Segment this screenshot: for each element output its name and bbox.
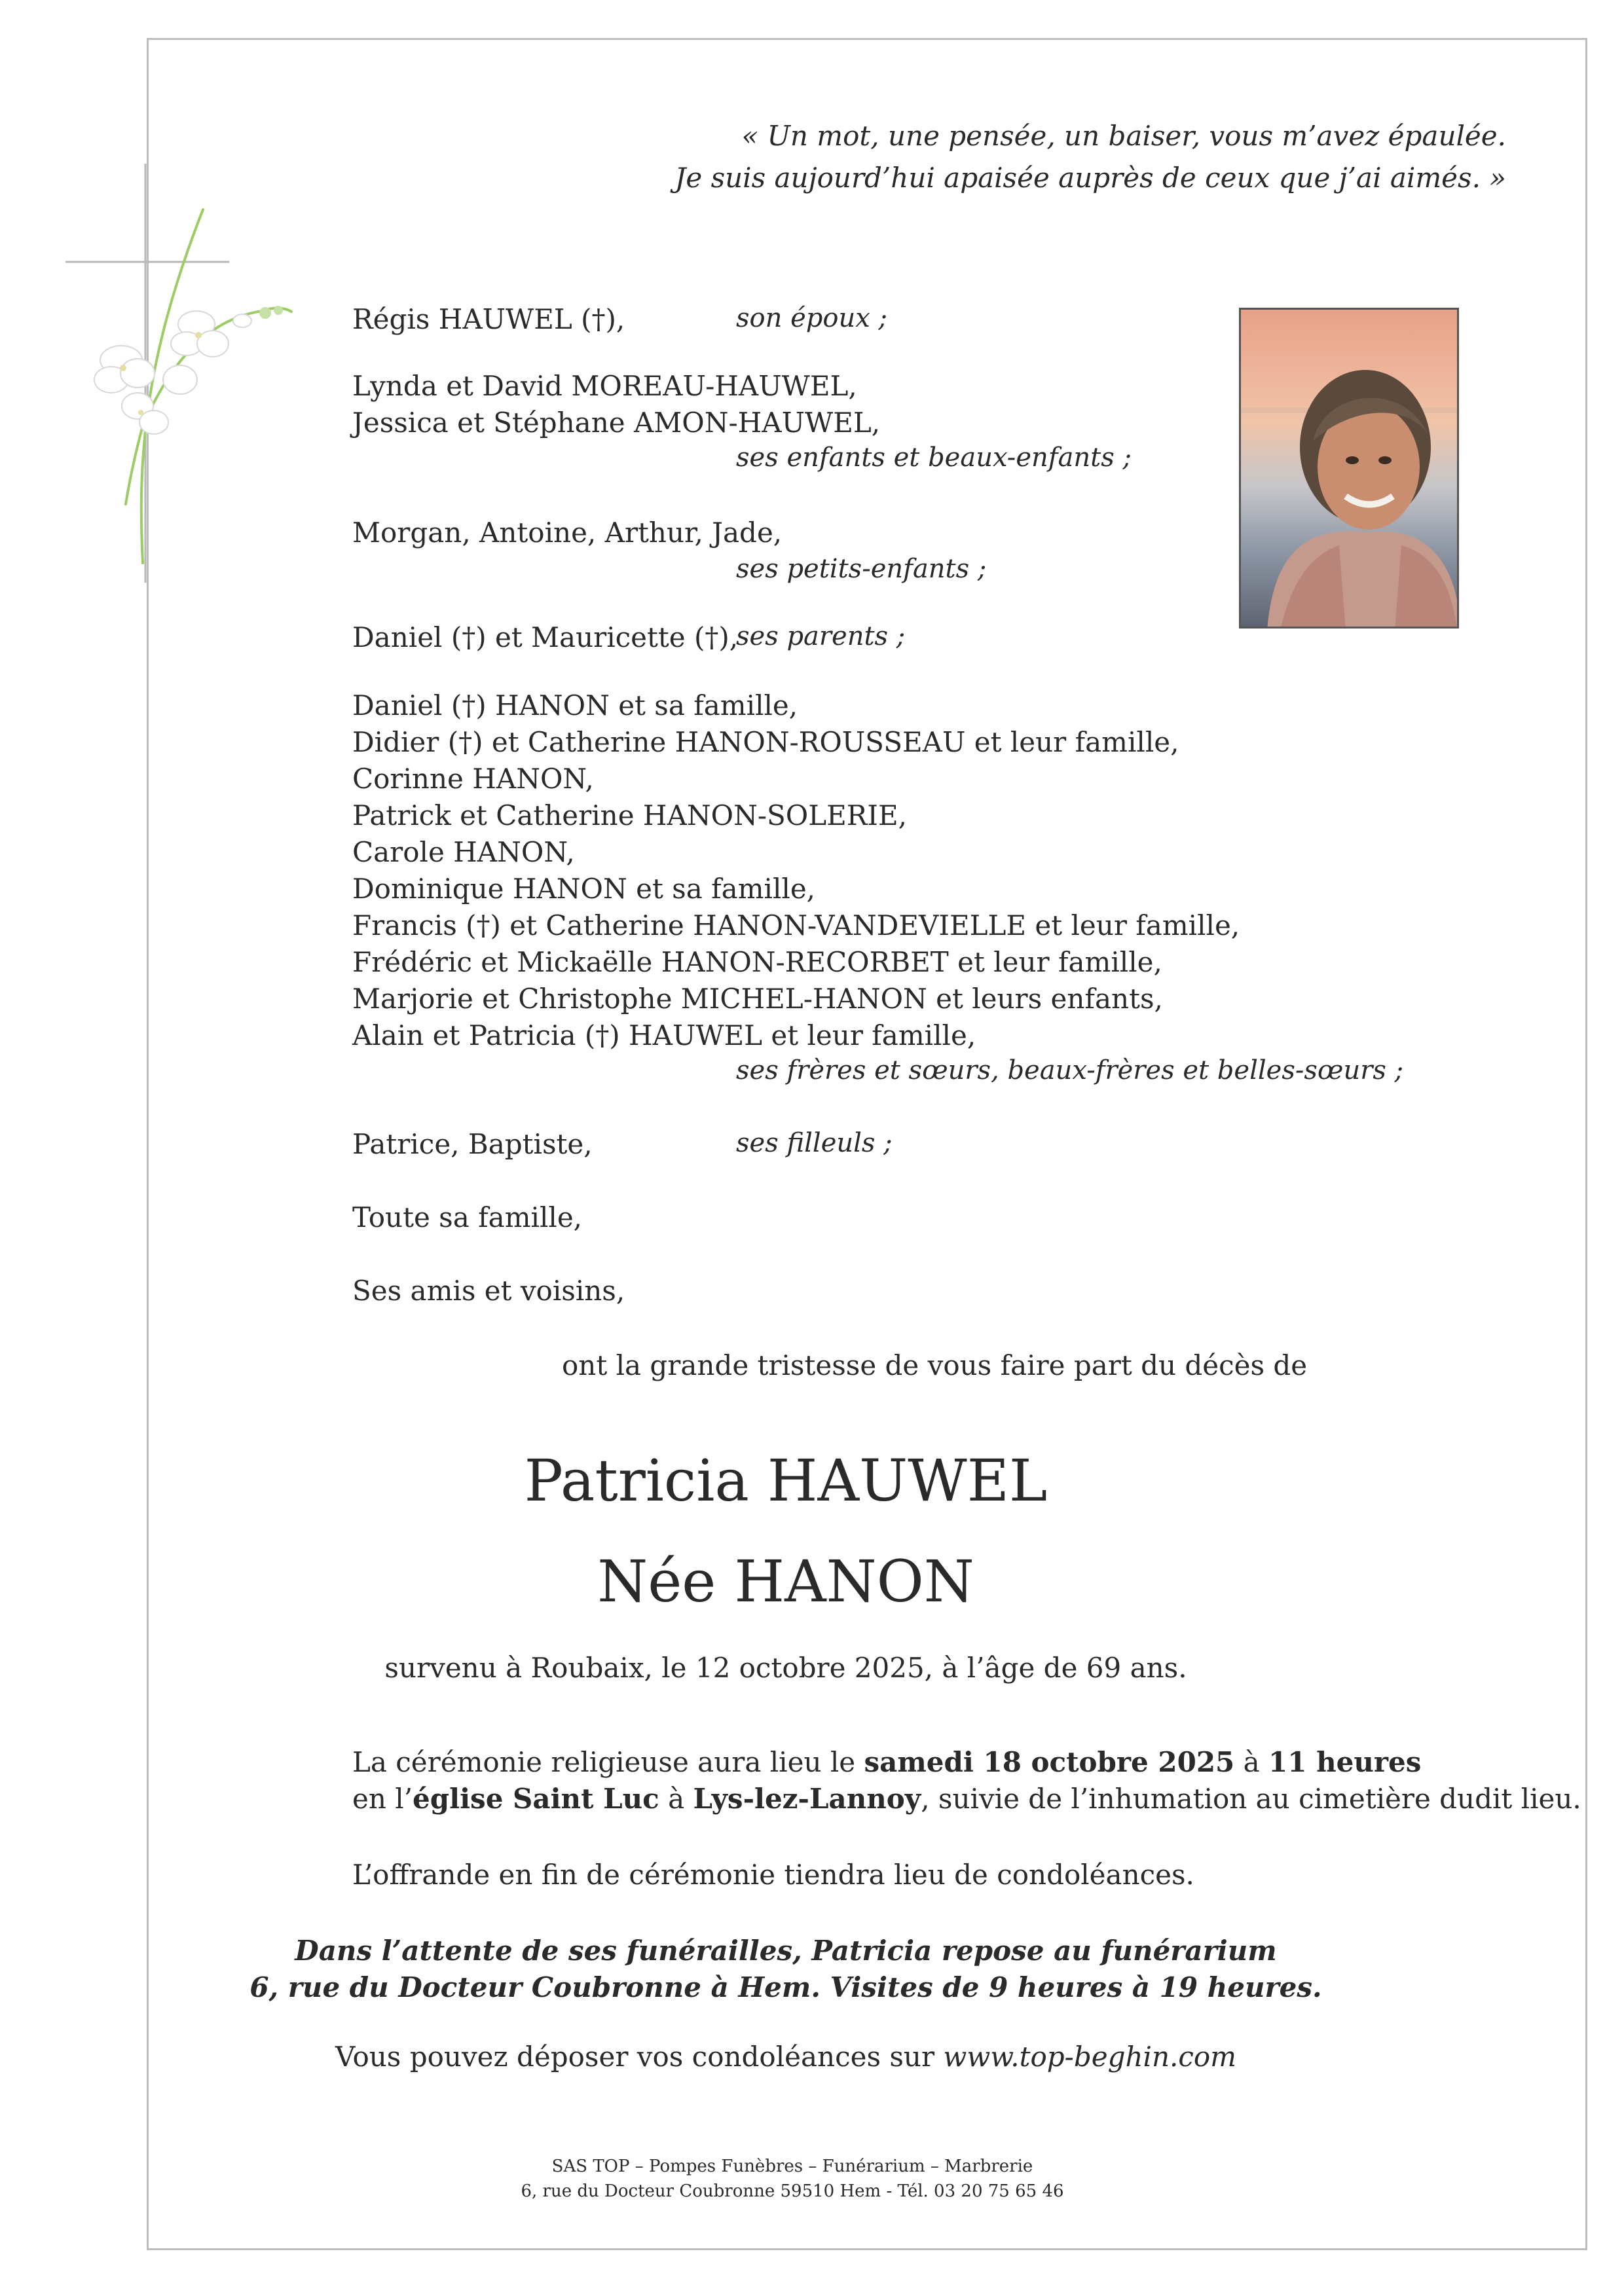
quote [675,115,1506,199]
deceased-maiden-name: Née HANON [597,1548,974,1615]
footer-line-2: 6, rue du Docteur Coubronne 59510 Hem - Tél. 03 20 75 65 46 [521,2181,1064,2201]
sibling-line: Carole HANON, [352,836,575,868]
sibling-line: Marjorie et Christophe MICHEL-HANON et leurs enfants, [352,983,1163,1015]
ceremony-text: à [1234,1746,1269,1778]
announcement: ont la grande tristesse de vous faire part du décès de [562,1349,1308,1381]
ceremony-church: église Saint Luc [413,1783,659,1815]
spouse-name: Régis HAUWEL (†), [352,303,625,335]
condolences-url[interactable]: www.top-beghin.com [943,2041,1236,2073]
footer [0,2154,1604,2204]
parents-relation: ses parents ; [736,621,906,651]
ceremony-text: à [659,1783,693,1815]
godchildren-relation: ses filleuls ; [736,1128,893,1158]
funerarium-line-2: 6, rue du Docteur Coubronne à Hem. Visites de 9 heures à 19 heures. [249,1971,1322,2003]
whole-family: Toute sa famille, [352,1201,583,1233]
ceremony-line-2 [352,1781,1581,1817]
sibling-line: Francis (†) et Catherine HANON-VANDEVIELLE et leur famille, [352,909,1240,941]
child-line-2: Jessica et Stéphane AMON-HAUWEL, [352,407,881,439]
ceremony-text: La cérémonie religieuse aura lieu le [352,1746,864,1778]
funerarium-line-1: Dans l’attente de ses funérailles, Patricia repose au funérarium [295,1935,1277,1967]
ceremony-text: , suivie de l’inhumation au cimetière dudit lieu. [921,1783,1581,1815]
portrait-photo [1239,308,1459,629]
sibling-line: Daniel (†) HANON et sa famille, [352,689,798,721]
siblings-relation: ses frères et sœurs, beaux-frères et belles-sœurs ; [736,1055,1404,1085]
condolences-text: Vous pouvez déposer vos condoléances sur [335,2041,944,2073]
ceremony-date: samedi 18 octobre 2025 [864,1746,1235,1778]
ceremony-text: en l’ [352,1783,413,1815]
sibling-line: Dominique HANON et sa famille, [352,873,816,905]
sibling-line: Frédéric et Mickaëlle HANON-RECORBET et leur famille, [352,946,1162,978]
cross-flower-decoration [65,164,301,596]
spouse-relation: son époux ; [736,303,887,333]
friends-neighbours: Ses amis et voisins, [352,1275,625,1307]
deceased-name: Patricia HAUWEL [524,1447,1048,1514]
death-details: survenu à Roubaix, le 12 octobre 2025, à l’âge de 69 ans. [384,1652,1187,1684]
sibling-line: Alain et Patricia (†) HAUWEL et leur famille, [352,1019,976,1051]
children-relation: ses enfants et beaux-enfants ; [736,443,1132,473]
quote-line-1: « Un mot, une pensée, un baiser, vous m’avez épaulée. [741,120,1506,152]
parents-names: Daniel (†) et Mauricette (†), [352,621,739,653]
footer-line-1: SAS TOP – Pompes Funèbres – Funérarium – Marbrerie [551,2157,1033,2176]
sibling-line: Didier (†) et Catherine HANON-ROUSSEAU et leur famille, [352,726,1179,758]
ceremony-town: Lys-lez-Lannoy [693,1783,921,1815]
ceremony-line-1 [352,1744,1421,1781]
quote-line-2: Je suis aujourd’hui apaisée auprès de ceux que j’ai aimés. » [674,162,1506,194]
offering-note: L’offrande en fin de cérémonie tiendra lieu de condoléances. [352,1859,1194,1891]
grandchildren-names: Morgan, Antoine, Arthur, Jade, [352,517,783,549]
ceremony-time: 11 heures [1268,1746,1422,1778]
godchildren-names: Patrice, Baptiste, [352,1128,593,1160]
sibling-line: Corinne HANON, [352,763,594,795]
sibling-line: Patrick et Catherine HANON-SOLERIE, [352,799,907,831]
condolences-line [0,2039,1598,2075]
grandchildren-relation: ses petits-enfants ; [736,554,987,584]
child-line-1: Lynda et David MOREAU-HAUWEL, [352,370,857,402]
